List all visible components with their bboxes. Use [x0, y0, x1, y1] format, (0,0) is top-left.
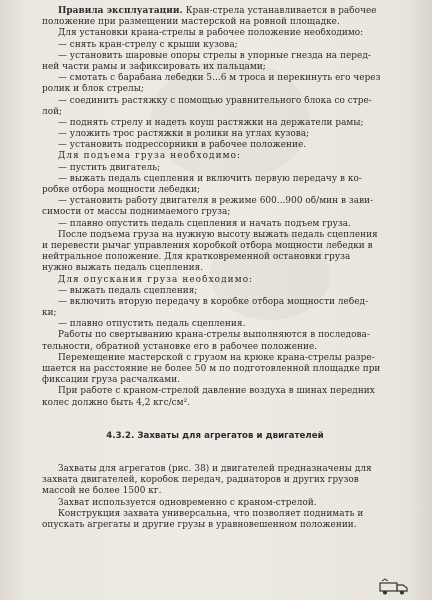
- paragraph-line: Захват используется одновременно с краном-стрелой.: [58, 497, 317, 508]
- paragraph-line: Для установки крана-стрелы в рабочее положение необходимо:: [58, 28, 364, 39]
- list-item: — уложить трос растяжки в ролики на углах кузова;: [58, 129, 310, 140]
- paragraph-line: колес должно быть 4,2 кгс/см².: [42, 397, 191, 408]
- paragraph-line: опускать агрегаты и другие грузы в уравновешенном положении.: [42, 519, 357, 530]
- truck-stamp-icon: [378, 578, 410, 596]
- list-item: — снять кран-стрелу с крыши кузова;: [58, 39, 238, 50]
- list-item: — выжать педаль сцепления;: [58, 285, 198, 296]
- paragraph-line: Работы по свертыванию крана-стрелы выполняются в последова-: [58, 330, 370, 341]
- paragraph-line: нейтральное положение. Для кратковременной остановки груза: [42, 252, 351, 263]
- list-item: — поднять стрелу и надеть коуш растяжки на держатели рамы;: [58, 117, 364, 128]
- body-text: [42, 6, 388, 531]
- paragraph-line: фиксации груза расчалками.: [42, 375, 181, 386]
- section-title: Правила эксплуатации.: [58, 6, 183, 16]
- paragraph-line: Перемещение мастерской с грузом на крюке крана-стрелы разре-: [58, 352, 375, 363]
- paragraph-line: симости от массы поднимаемого груза;: [42, 207, 231, 218]
- paragraph-line: Для опускания груза необходимо:: [58, 274, 254, 285]
- list-item: — плавно опустить педаль сцепления и начать подъем груза.: [58, 218, 352, 229]
- paragraph-line: После подъема груза на нужную высоту выжать педаль сцепления: [58, 229, 378, 240]
- paragraph-line: шается на расстояние не более 50 м по подготовленной площадке при: [42, 364, 381, 374]
- list-item: — соединить растяжку с помощью уравнительного блока со стре-: [58, 95, 372, 106]
- paragraph-line: ки;: [42, 308, 57, 319]
- paragraph-line: робке отбора мощности лебедки;: [42, 185, 200, 195]
- paragraph-line: ней части рамы и зафиксировать их пальцами;: [42, 61, 266, 72]
- paragraph-line: Захваты для агрегатов (рис. 38) и двигателей предназначены для: [58, 463, 372, 474]
- paragraph-line: и перевести рычаг управления коробкой отбора мощности лебедки в: [42, 240, 373, 251]
- paragraph-line-text: Кран-стрела устанавливается в рабочее: [185, 6, 377, 16]
- paragraph-line: Для подъема груза необходимо:: [58, 151, 242, 162]
- paragraph-line: положение при размещении мастерской на ровной площадке.: [42, 17, 340, 28]
- list-item: — выжать педаль сцепления и включить первую передачу в ко-: [58, 173, 362, 184]
- list-item: — смотать с барабана лебедки 5...6 м троса и перекинуть его через: [58, 73, 381, 84]
- list-item: — плавно отпустить педаль сцепления.: [58, 319, 246, 330]
- paragraph-line: массой не более 1500 кг.: [42, 486, 162, 497]
- list-item: — пустить двигатель;: [58, 162, 161, 173]
- list-item: — включить вторую передачу в коробке отбора мощности лебед-: [58, 296, 369, 307]
- paragraph-line: захвата двигателей, коробок передач, радиаторов и других грузов: [42, 475, 359, 486]
- list-item: — установить шаровые опоры стрелы в упорные гнезда на перед-: [58, 50, 371, 61]
- subsection-heading: 4.3.2. Захваты для агрегатов и двигателей: [106, 430, 324, 441]
- list-item: — установить подрессорники в рабочее положение.: [58, 140, 307, 151]
- paragraph-line: нужно выжать педаль сцепления.: [42, 263, 204, 274]
- paragraph-line: тельности, обратной установке его в рабочее положение.: [42, 341, 318, 352]
- list-item: — установить работу двигателя в режиме 600...900 об/мин в зави-: [58, 196, 374, 207]
- paragraph-line: лой;: [42, 106, 63, 117]
- paragraph-line: Конструкция захвата универсальна, что позволяет поднимать и: [58, 508, 364, 519]
- paragraph-line: [42, 6, 388, 17]
- paragraph-line: При работе с краном-стрелой давление воздуха в шинах передних: [58, 386, 375, 397]
- paragraph-line: ролик и блок стрелы;: [42, 84, 144, 95]
